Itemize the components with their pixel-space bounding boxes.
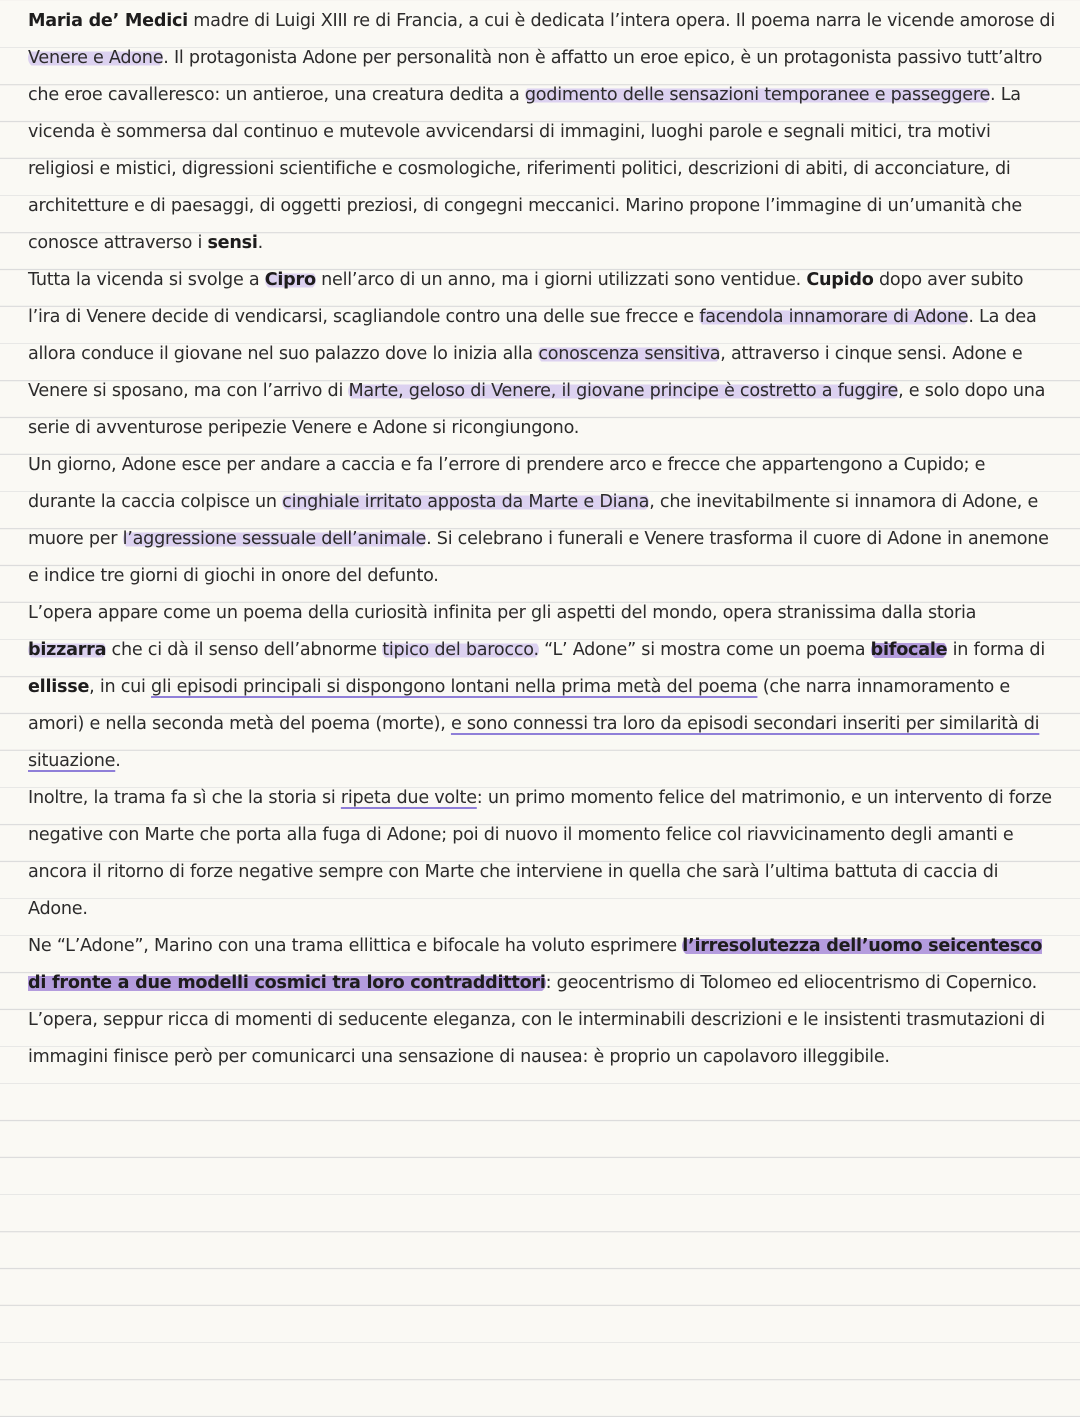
paragraph-structure xyxy=(28,595,1056,780)
text-segment: dopo aver subito l’ira di Venere decide di vendicarsi, scagliandole contro una delle sue frecce e xyxy=(28,270,1024,327)
text-segment: . xyxy=(257,233,263,253)
text-segment: facendola innamorare di Adone xyxy=(699,307,969,327)
text-segment: Un giorno, Adone esce per andare a caccia e fa l’errore di prendere arco e frecce che appartengono a Cupido; e durante la caccia colpisce un xyxy=(28,455,986,512)
text-segment: “L’ Adone” si mostra come un poema xyxy=(538,640,871,660)
text-segment: Marte, geloso di Venere, il giovane principe è costretto a fuggire xyxy=(348,381,899,401)
text-segment: Inoltre, la trama fa sì che la storia si xyxy=(28,788,341,808)
text-segment: Cipro xyxy=(264,270,316,290)
text-segment: bifocale xyxy=(870,640,948,660)
paragraph-meaning xyxy=(28,928,1056,1002)
text-segment: L’opera appare come un poema della curiosità infinita per gli aspetti del mondo, opera stranissima dalla storia xyxy=(28,603,977,623)
text-segment: godimento delle sensazioni temporanee e passeggere xyxy=(524,85,991,105)
text-segment: , attraverso i cinque sensi. Adone e Venere si sposano, ma con l’arrivo di xyxy=(28,344,1023,401)
text-segment: , e solo dopo una serie di avventurose peripezie Venere e Adone si ricongiungono. xyxy=(28,381,1046,438)
text-segment: l’irresolutezza dell’uomo seicentesco di fronte a due modelli cosmici tra loro contraddittori xyxy=(28,936,1043,993)
paragraph-hunt xyxy=(28,447,1056,595)
text-segment: Cupido xyxy=(806,270,874,290)
text-segment: che ci dà il senso dell’abnorme xyxy=(106,640,383,660)
text-segment: bizzarra xyxy=(28,640,107,660)
text-segment: : geocentrismo di Tolomeo ed eliocentrismo di Copernico. xyxy=(545,973,1038,993)
text-segment: e sono connessi tra loro da episodi secondari inseriti per similarità di situazione xyxy=(28,714,1040,771)
paragraph-conclusion xyxy=(28,1002,1056,1076)
text-segment: sensi xyxy=(207,233,258,253)
text-segment: ripeta due volte xyxy=(340,788,477,808)
text-segment: Maria de’ Medici xyxy=(28,11,188,31)
text-segment: tipico del barocco. xyxy=(382,640,539,660)
text-segment: , che inevitabilmente si innamora di Adone, e muore per xyxy=(28,492,1039,549)
text-segment: Ne “L’Adone”, Marino con una trama ellittica e bifocale ha voluto esprimere xyxy=(28,936,683,956)
text-segment: . Il protagonista Adone per personalità non è affatto un eroe epico, è un protagonista passivo tutt’altro che eroe cavalleresco: un antieroe, una creatura dedita a xyxy=(28,48,1043,105)
text-segment: gli episodi principali si dispongono lontani nella prima metà del poema xyxy=(151,677,758,697)
text-segment: conoscenza sensitiva xyxy=(538,344,721,364)
text-segment: cinghiale irritato apposta da Marte e Diana xyxy=(282,492,650,512)
handwritten-notes xyxy=(28,3,1056,1076)
text-segment: (che narra innamoramento e amori) e nella seconda metà del poema (morte), xyxy=(28,677,1010,734)
text-segment: . xyxy=(115,751,121,771)
text-segment: . Si celebrano i funerali e Venere trasforma il cuore di Adone in anemone e indice tre giorni di giochi in onore del defunto. xyxy=(28,529,1049,586)
text-segment: . La dea allora conduce il giovane nel suo palazzo dove lo inizia alla xyxy=(28,307,1037,364)
text-segment: nell’arco di un anno, ma i giorni utilizzati sono ventidue. xyxy=(315,270,807,290)
text-segment: l’aggressione sessuale dell’animale xyxy=(122,529,427,549)
text-segment: Tutta la vicenda si svolge a xyxy=(28,270,265,290)
text-segment: : un primo momento felice del matrimonio, e un intervento di forze negative con Marte che porta alla fuga di Adone; poi di nuovo il momento felice col riavvicinamento degli amanti e ancora il ritorno di forze negative sempre con Marte che interviene in quella che sarà l’ultima battuta di caccia di Adone. xyxy=(28,788,1052,919)
paragraph-intro xyxy=(28,3,1056,262)
text-segment: , in cui xyxy=(89,677,152,697)
paragraph-plot xyxy=(28,262,1056,447)
text-segment: . La vicenda è sommersa dal continuo e mutevole avvicendarsi di immagini, luoghi parole e segnali mitici, tra motivi religiosi e mistici, digressioni scientifiche e cosmologiche, riferimenti politici, descrizioni di abiti, di acconciature, di architetture e di paesaggi, di oggetti preziosi, di congegni meccanici. Marino propone l’immagine di un’umanità che conosce attraverso i xyxy=(28,85,1022,253)
text-segment: in forma di xyxy=(947,640,1045,660)
text-segment: madre di Luigi XIII re di Francia, a cui è dedicata l’intera opera. Il poema narra le vicende amorose di xyxy=(187,11,1055,31)
text-segment: L’opera, seppur ricca di momenti di seducente eleganza, con le interminabili descrizioni e le insistenti trasmutazioni di immagini finisce però per comunicarci una sensazione di nausea: è proprio un capolavoro illeggibile. xyxy=(28,1010,1045,1067)
text-segment: Venere e Adone xyxy=(28,48,164,68)
paragraph-repetition xyxy=(28,780,1056,928)
text-segment: ellisse xyxy=(28,677,90,697)
